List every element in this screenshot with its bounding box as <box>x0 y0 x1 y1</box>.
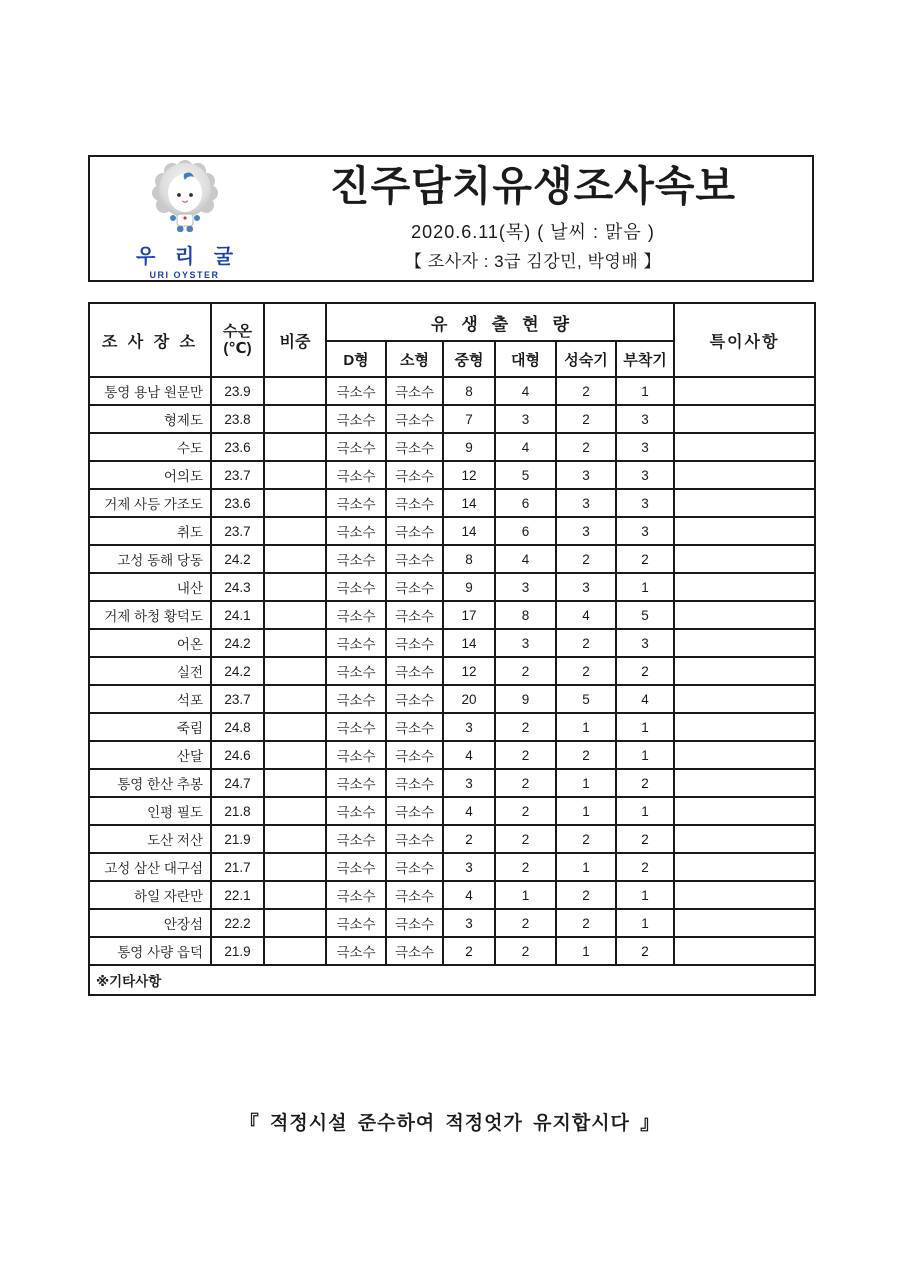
cell-medium: 7 <box>443 405 495 433</box>
cell-location: 인평 필도 <box>89 797 211 825</box>
cell-medium: 2 <box>443 825 495 853</box>
cell-notes <box>674 377 815 405</box>
cell-temperature: 21.8 <box>211 797 264 825</box>
cell-large: 2 <box>495 769 556 797</box>
cell-attaching: 2 <box>616 769 674 797</box>
cell-temperature: 24.1 <box>211 601 264 629</box>
col-header-larvae-occurrence: 유생출현량 <box>326 303 674 341</box>
cell-d-type: 극소수 <box>326 769 386 797</box>
cell-mature: 5 <box>556 685 616 713</box>
cell-d-type: 극소수 <box>326 461 386 489</box>
header-text-block <box>260 157 806 280</box>
cell-attaching: 4 <box>616 685 674 713</box>
cell-medium: 14 <box>443 629 495 657</box>
oyster-mascot-icon <box>152 160 218 239</box>
cell-mature: 2 <box>556 545 616 573</box>
cell-location: 내산 <box>89 573 211 601</box>
cell-notes <box>674 573 815 601</box>
cell-location: 통영 한산 추봉 <box>89 769 211 797</box>
cell-medium: 2 <box>443 937 495 965</box>
cell-specific-gravity <box>264 853 326 881</box>
cell-mature: 2 <box>556 657 616 685</box>
cell-medium: 8 <box>443 377 495 405</box>
cell-attaching: 1 <box>616 909 674 937</box>
cell-large: 2 <box>495 937 556 965</box>
cell-d-type: 극소수 <box>326 713 386 741</box>
cell-small: 극소수 <box>386 629 443 657</box>
cell-specific-gravity <box>264 769 326 797</box>
cell-specific-gravity <box>264 657 326 685</box>
table-row <box>89 573 815 601</box>
cell-mature: 2 <box>556 377 616 405</box>
cell-mature: 2 <box>556 629 616 657</box>
cell-notes <box>674 909 815 937</box>
cell-specific-gravity <box>264 629 326 657</box>
surveyor-line: 【 조사자 : 3급 김강민, 박영배 】 <box>405 251 661 271</box>
table-row <box>89 405 815 433</box>
col-header-medium: 중형 <box>443 341 495 377</box>
cell-mature: 1 <box>556 853 616 881</box>
cell-mature: 1 <box>556 937 616 965</box>
col-header-small: 소형 <box>386 341 443 377</box>
cell-medium: 8 <box>443 545 495 573</box>
cell-large: 4 <box>495 433 556 461</box>
cell-small: 극소수 <box>386 853 443 881</box>
cell-specific-gravity <box>264 741 326 769</box>
page-title: 진주담치유생조사속보 <box>329 163 737 210</box>
cell-medium: 3 <box>443 853 495 881</box>
cell-large: 2 <box>495 713 556 741</box>
cell-location: 산달 <box>89 741 211 769</box>
logo-english-label: URI OYSTER <box>149 269 220 280</box>
cell-specific-gravity <box>264 909 326 937</box>
table-row <box>89 489 815 517</box>
cell-notes <box>674 797 815 825</box>
cell-specific-gravity <box>264 433 326 461</box>
cell-temperature: 23.9 <box>211 377 264 405</box>
cell-temperature: 23.7 <box>211 517 264 545</box>
cell-attaching: 2 <box>616 545 674 573</box>
cell-small: 극소수 <box>386 377 443 405</box>
cell-temperature: 24.7 <box>211 769 264 797</box>
cell-mature: 2 <box>556 741 616 769</box>
cell-temperature: 23.6 <box>211 489 264 517</box>
table-row <box>89 825 815 853</box>
cell-temperature: 24.3 <box>211 573 264 601</box>
cell-medium: 17 <box>443 601 495 629</box>
date-weather-line: 2020.6.11(목) ( 날씨 : 맑음 ) <box>411 221 655 242</box>
cell-specific-gravity <box>264 797 326 825</box>
cell-large: 2 <box>495 909 556 937</box>
cell-temperature: 22.2 <box>211 909 264 937</box>
table-row <box>89 601 815 629</box>
cell-specific-gravity <box>264 517 326 545</box>
cell-mature: 3 <box>556 517 616 545</box>
cell-small: 극소수 <box>386 685 443 713</box>
cell-location: 고성 삼산 대구섬 <box>89 853 211 881</box>
cell-specific-gravity <box>264 405 326 433</box>
cell-mature: 2 <box>556 909 616 937</box>
cell-d-type: 극소수 <box>326 685 386 713</box>
cell-large: 4 <box>495 545 556 573</box>
cell-large: 2 <box>495 825 556 853</box>
cell-d-type: 극소수 <box>326 825 386 853</box>
cell-attaching: 3 <box>616 629 674 657</box>
cell-d-type: 극소수 <box>326 517 386 545</box>
col-header-temperature: 수온 (℃) <box>211 303 264 377</box>
cell-medium: 14 <box>443 489 495 517</box>
cell-large: 6 <box>495 489 556 517</box>
table-row <box>89 545 815 573</box>
cell-temperature: 21.7 <box>211 853 264 881</box>
cell-notes <box>674 685 815 713</box>
etc-section-label: ※기타사항 <box>89 965 815 995</box>
cell-attaching: 1 <box>616 713 674 741</box>
table-row <box>89 797 815 825</box>
table-row <box>89 909 815 937</box>
cell-temperature: 24.2 <box>211 629 264 657</box>
cell-d-type: 극소수 <box>326 601 386 629</box>
cell-attaching: 1 <box>616 741 674 769</box>
cell-mature: 1 <box>556 797 616 825</box>
table-row <box>89 461 815 489</box>
cell-specific-gravity <box>264 685 326 713</box>
cell-small: 극소수 <box>386 825 443 853</box>
uri-oyster-logo <box>112 160 257 279</box>
cell-specific-gravity <box>264 377 326 405</box>
table-row <box>89 769 815 797</box>
table-row <box>89 377 815 405</box>
etc-section-row <box>89 965 815 995</box>
cell-d-type: 극소수 <box>326 741 386 769</box>
table-row <box>89 685 815 713</box>
cell-large: 4 <box>495 377 556 405</box>
cell-notes <box>674 489 815 517</box>
cell-small: 극소수 <box>386 545 443 573</box>
cell-specific-gravity <box>264 937 326 965</box>
cell-medium: 20 <box>443 685 495 713</box>
cell-location: 통영 사량 읍덕 <box>89 937 211 965</box>
cell-small: 극소수 <box>386 797 443 825</box>
cell-mature: 3 <box>556 573 616 601</box>
survey-table-body <box>89 377 815 965</box>
col-header-large: 대형 <box>495 341 556 377</box>
cell-attaching: 3 <box>616 433 674 461</box>
table-row <box>89 741 815 769</box>
cell-large: 9 <box>495 685 556 713</box>
cell-notes <box>674 853 815 881</box>
cell-location: 고성 동해 당동 <box>89 545 211 573</box>
cell-large: 6 <box>495 517 556 545</box>
cell-small: 극소수 <box>386 713 443 741</box>
cell-d-type: 극소수 <box>326 377 386 405</box>
cell-temperature: 21.9 <box>211 937 264 965</box>
cell-location: 어온 <box>89 629 211 657</box>
cell-attaching: 1 <box>616 797 674 825</box>
cell-medium: 9 <box>443 433 495 461</box>
survey-table <box>88 302 816 996</box>
cell-notes <box>674 433 815 461</box>
cell-d-type: 극소수 <box>326 909 386 937</box>
cell-location: 실전 <box>89 657 211 685</box>
cell-medium: 12 <box>443 461 495 489</box>
cell-d-type: 극소수 <box>326 853 386 881</box>
cell-large: 2 <box>495 657 556 685</box>
cell-small: 극소수 <box>386 601 443 629</box>
cell-temperature: 23.6 <box>211 433 264 461</box>
cell-large: 3 <box>495 405 556 433</box>
cell-notes <box>674 657 815 685</box>
table-row <box>89 629 815 657</box>
cell-mature: 1 <box>556 713 616 741</box>
col-header-attaching: 부착기 <box>616 341 674 377</box>
cell-attaching: 1 <box>616 573 674 601</box>
cell-notes <box>674 545 815 573</box>
table-row <box>89 517 815 545</box>
cell-medium: 14 <box>443 517 495 545</box>
cell-temperature: 23.8 <box>211 405 264 433</box>
cell-location: 거제 사등 가조도 <box>89 489 211 517</box>
cell-specific-gravity <box>264 601 326 629</box>
cell-location: 수도 <box>89 433 211 461</box>
cell-d-type: 극소수 <box>326 489 386 517</box>
cell-small: 극소수 <box>386 881 443 909</box>
cell-d-type: 극소수 <box>326 573 386 601</box>
cell-location: 형제도 <box>89 405 211 433</box>
cell-notes <box>674 825 815 853</box>
cell-attaching: 3 <box>616 405 674 433</box>
cell-large: 2 <box>495 797 556 825</box>
cell-mature: 3 <box>556 461 616 489</box>
cell-attaching: 2 <box>616 657 674 685</box>
cell-specific-gravity <box>264 881 326 909</box>
cell-temperature: 21.9 <box>211 825 264 853</box>
cell-attaching: 1 <box>616 881 674 909</box>
cell-mature: 2 <box>556 881 616 909</box>
cell-attaching: 2 <box>616 853 674 881</box>
cell-temperature: 24.2 <box>211 545 264 573</box>
logo-korean-label: 우 리 굴 <box>135 245 241 268</box>
cell-large: 8 <box>495 601 556 629</box>
cell-d-type: 극소수 <box>326 629 386 657</box>
cell-notes <box>674 601 815 629</box>
cell-temperature: 24.8 <box>211 713 264 741</box>
cell-notes <box>674 517 815 545</box>
cell-notes <box>674 629 815 657</box>
cell-notes <box>674 405 815 433</box>
table-row <box>89 713 815 741</box>
cell-mature: 2 <box>556 433 616 461</box>
cell-specific-gravity <box>264 489 326 517</box>
cell-location: 거제 하청 황덕도 <box>89 601 211 629</box>
cell-large: 1 <box>495 881 556 909</box>
cell-d-type: 극소수 <box>326 881 386 909</box>
col-header-location: 조 사 장 소 <box>89 303 211 377</box>
cell-specific-gravity <box>264 461 326 489</box>
cell-small: 극소수 <box>386 741 443 769</box>
cell-mature: 2 <box>556 405 616 433</box>
cell-small: 극소수 <box>386 489 443 517</box>
cell-location: 어의도 <box>89 461 211 489</box>
cell-small: 극소수 <box>386 517 443 545</box>
cell-attaching: 2 <box>616 937 674 965</box>
col-header-special-notes: 특이사항 <box>674 303 815 377</box>
cell-specific-gravity <box>264 545 326 573</box>
cell-attaching: 3 <box>616 517 674 545</box>
cell-small: 극소수 <box>386 433 443 461</box>
cell-specific-gravity <box>264 825 326 853</box>
cell-location: 하일 자란만 <box>89 881 211 909</box>
cell-mature: 3 <box>556 489 616 517</box>
cell-d-type: 극소수 <box>326 937 386 965</box>
cell-medium: 3 <box>443 909 495 937</box>
cell-medium: 4 <box>443 881 495 909</box>
table-row <box>89 853 815 881</box>
cell-d-type: 극소수 <box>326 657 386 685</box>
cell-temperature: 23.7 <box>211 461 264 489</box>
document-header <box>88 155 814 282</box>
cell-medium: 3 <box>443 713 495 741</box>
cell-specific-gravity <box>264 573 326 601</box>
table-row <box>89 433 815 461</box>
cell-large: 3 <box>495 629 556 657</box>
cell-notes <box>674 769 815 797</box>
cell-notes <box>674 937 815 965</box>
cell-location: 석포 <box>89 685 211 713</box>
table-row <box>89 657 815 685</box>
cell-notes <box>674 741 815 769</box>
cell-small: 극소수 <box>386 657 443 685</box>
cell-location: 취도 <box>89 517 211 545</box>
cell-medium: 12 <box>443 657 495 685</box>
cell-small: 극소수 <box>386 937 443 965</box>
cell-medium: 3 <box>443 769 495 797</box>
cell-specific-gravity <box>264 713 326 741</box>
cell-temperature: 24.6 <box>211 741 264 769</box>
cell-mature: 2 <box>556 825 616 853</box>
cell-small: 극소수 <box>386 909 443 937</box>
cell-large: 2 <box>495 741 556 769</box>
cell-small: 극소수 <box>386 461 443 489</box>
cell-d-type: 극소수 <box>326 433 386 461</box>
cell-notes <box>674 461 815 489</box>
cell-location: 통영 용남 원문만 <box>89 377 211 405</box>
cell-attaching: 5 <box>616 601 674 629</box>
cell-attaching: 1 <box>616 377 674 405</box>
cell-mature: 4 <box>556 601 616 629</box>
cell-medium: 4 <box>443 797 495 825</box>
cell-d-type: 극소수 <box>326 405 386 433</box>
cell-mature: 1 <box>556 769 616 797</box>
cell-notes <box>674 881 815 909</box>
cell-location: 죽림 <box>89 713 211 741</box>
cell-attaching: 2 <box>616 825 674 853</box>
cell-temperature: 24.2 <box>211 657 264 685</box>
cell-d-type: 극소수 <box>326 545 386 573</box>
cell-large: 2 <box>495 853 556 881</box>
cell-small: 극소수 <box>386 769 443 797</box>
col-header-specific-gravity: 비중 <box>264 303 326 377</box>
cell-location: 도산 저산 <box>89 825 211 853</box>
cell-temperature: 23.7 <box>211 685 264 713</box>
cell-small: 극소수 <box>386 573 443 601</box>
cell-location: 안장섬 <box>89 909 211 937</box>
cell-attaching: 3 <box>616 461 674 489</box>
cell-large: 5 <box>495 461 556 489</box>
cell-temperature: 22.1 <box>211 881 264 909</box>
cell-small: 극소수 <box>386 405 443 433</box>
table-row <box>89 937 815 965</box>
col-header-mature: 성숙기 <box>556 341 616 377</box>
table-row <box>89 881 815 909</box>
col-header-d-type: D형 <box>326 341 386 377</box>
cell-d-type: 극소수 <box>326 797 386 825</box>
cell-attaching: 3 <box>616 489 674 517</box>
cell-notes <box>674 713 815 741</box>
cell-medium: 4 <box>443 741 495 769</box>
cell-large: 3 <box>495 573 556 601</box>
footer-slogan: 『 적정시설 준수하여 적정엇가 유지합시다 』 <box>239 1113 661 1134</box>
cell-medium: 9 <box>443 573 495 601</box>
